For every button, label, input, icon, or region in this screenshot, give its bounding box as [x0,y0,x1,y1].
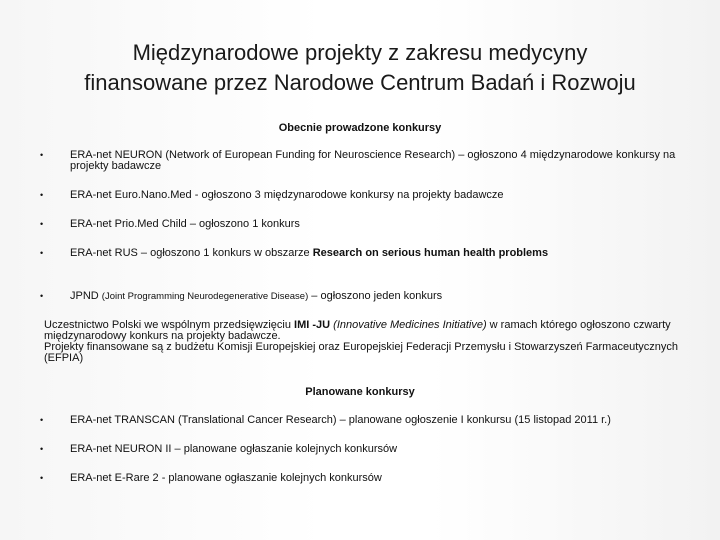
current-item-4-pre: ERA-net RUS – ogłoszono 1 konkurs w obszarze [70,247,313,259]
imi-note-line-2: Projekty finansowane są z budżetu Komisji Europejskiej oraz Europejskiej Federacji Przemysłu i Stowarzyszeń Farmaceutycznych (EFPIA) [44,341,678,364]
imi-note [44,320,684,364]
current-item-5-small: (Joint Programming Neurodegenerative Disease) [101,291,309,302]
imi-note-bold: IMI -JU [294,319,331,331]
imi-note-pre: Uczestnictwo Polski we wspólnym przedsięwzięciu [44,319,295,331]
current-item-4-text [70,248,690,259]
imi-note-italic: (Innovative Medicines Initiative) [330,319,487,331]
current-item-1-text: ERA-net NEURON (Network of European Funding for Neuroscience Research) – ogłoszono 4 międzynarodowe konkursy na projekty badawcze [70,149,676,172]
bullet-icon: • [40,248,44,258]
current-item-3-text: ERA-net Prio.Med Child – ogłoszono 1 konkurs [70,218,300,230]
planned-item-3-text: ERA-net E-Rare 2 - planowane ogłaszanie kolejnych konkursów [70,472,382,484]
bullet-icon: • [40,473,44,483]
current-item-5-pre: JPND [70,290,102,302]
current-item-5-text [70,291,690,302]
slide-title-line-1: Międzynarodowe projekty z zakresu medycyny [132,40,588,65]
bullet-icon: • [40,219,44,229]
slide-title [20,38,700,98]
imi-note-post: w ramach którego ogłoszono czwarty międzynarodowy konkurs na projekty badawcze. [44,319,671,342]
current-item-5-post: – ogłoszono jeden konkurs [308,290,443,302]
planned-item-1-text: ERA-net TRANSCAN (Translational Cancer Research) – planowane ogłoszenie I konkursu (15 listopad 2011 r.) [70,414,611,426]
planned-competitions-heading: Planowane konkursy [305,386,415,398]
slide-title-line-2: finansowane przez Narodowe Centrum Badań i Rozwoju [84,70,636,95]
imi-note-line-1 [44,320,684,342]
current-item-4-bold: Research on serious human health problems [312,247,549,259]
planned-item-2-text: ERA-net NEURON II – planowane ogłaszanie kolejnych konkursów [70,443,398,455]
bullet-icon: • [40,415,44,425]
current-competitions-heading: Obecnie prowadzone konkursy [278,122,442,134]
bullet-icon: • [40,190,44,200]
bullet-icon: • [40,150,44,160]
current-item-2-text: ERA-net Euro.Nano.Med - ogłoszono 3 międzynarodowe konkursy na projekty badawcze [70,189,504,201]
bullet-icon: • [40,291,44,301]
bullet-icon: • [40,444,44,454]
